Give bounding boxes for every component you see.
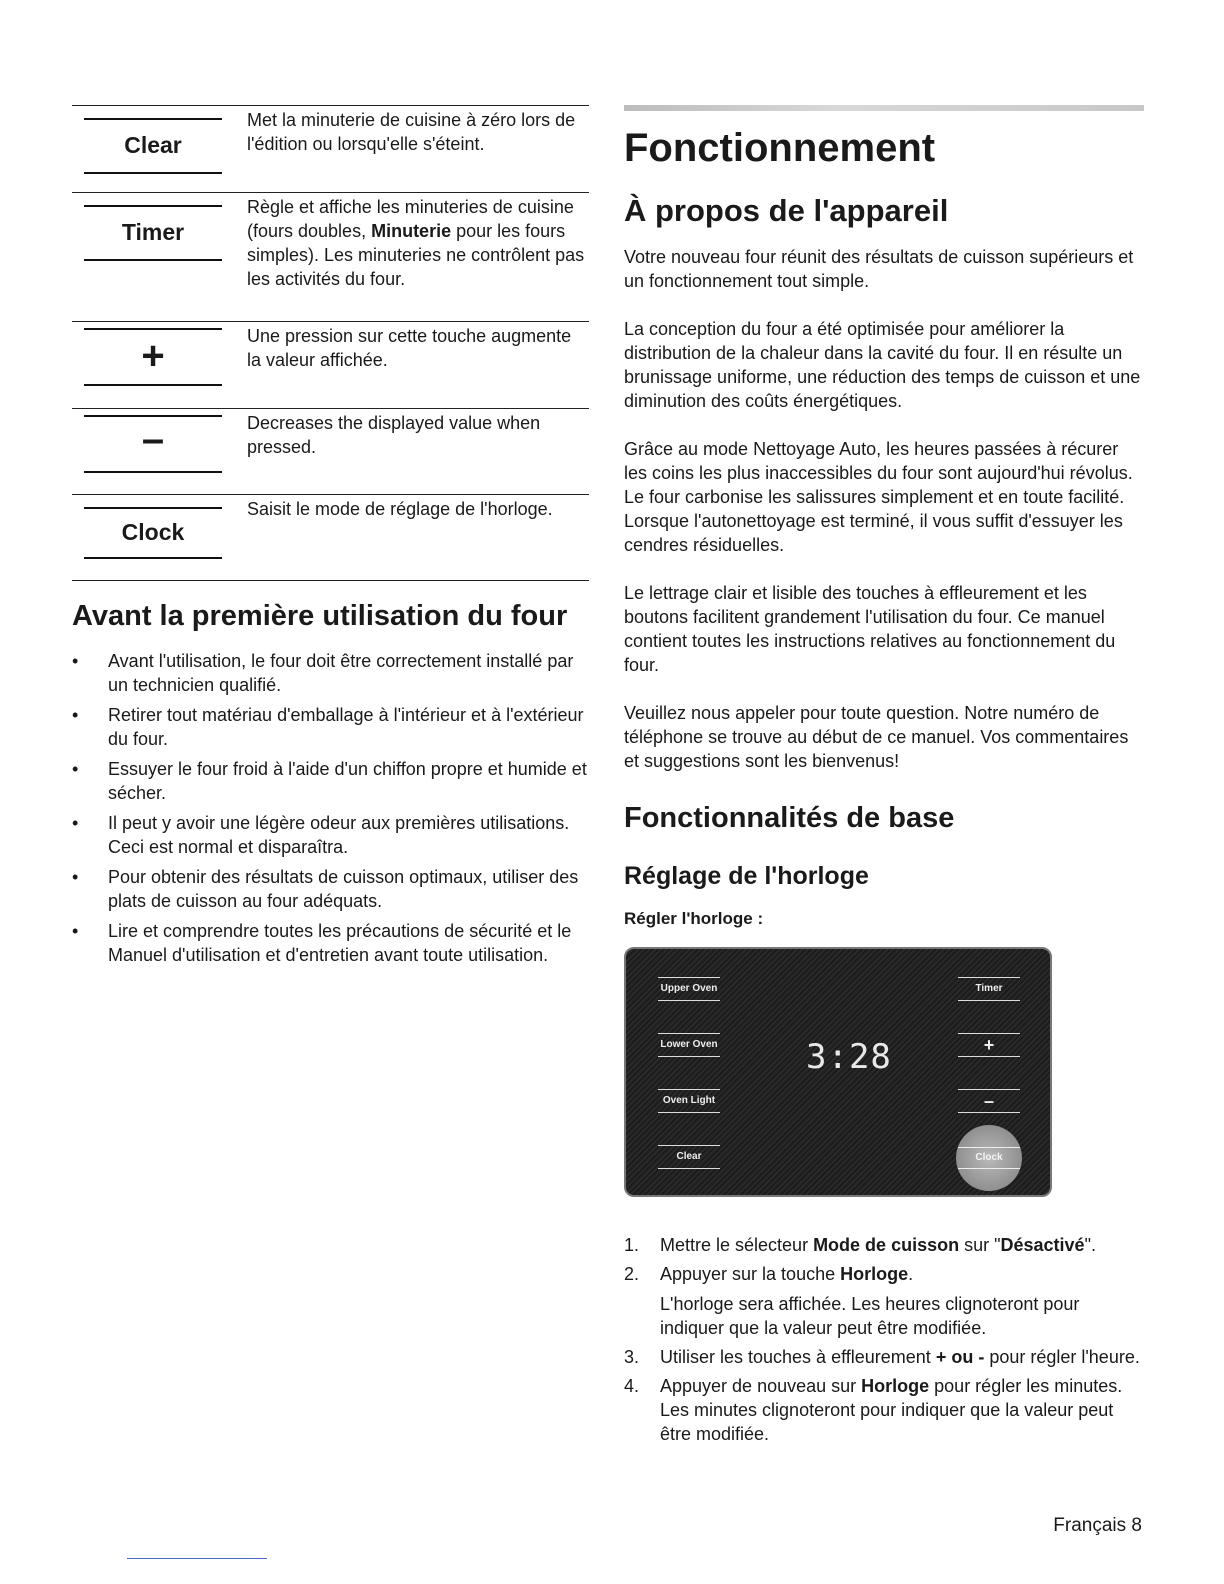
key-plus — [84, 322, 222, 408]
list-item: • Essuyer le four froid à l'aide d'un chiffon propre et humide et sécher. — [72, 759, 587, 803]
left-column — [72, 105, 589, 973]
step-note: L'horloge sera affichée. Les heures clignoteront pour indiquer que la valeur peut être modifiée. — [660, 1294, 1080, 1338]
control-panel-image — [624, 947, 1052, 1197]
key-clear — [84, 106, 222, 192]
divider — [127, 1558, 267, 1559]
panel-minus-button: – — [958, 1089, 1020, 1113]
key-row-clear — [72, 105, 589, 192]
key-plus-description: Une pression sur cette touche augmente la valeur affichée. — [247, 326, 572, 370]
panel-clock-display: 3:28 — [806, 1037, 892, 1077]
key-clock — [84, 495, 222, 580]
list-item: • Il peut y avoir une légère odeur aux premières utilisations. Ceci est normal et disparaîtra. — [72, 813, 570, 857]
key-row-timer — [72, 192, 589, 321]
title-rule — [624, 105, 1144, 111]
key-clear-description: Met la minuterie de cuisine à zéro lors de l'édition ou lorsqu'elle s'éteint. — [247, 110, 576, 154]
key-minus-description: Decreases the displayed value when pressed. — [247, 413, 541, 457]
list-item: 1. Mettre le sélecteur Mode de cuisson sur "Désactivé". — [624, 1235, 1096, 1255]
key-row-minus — [72, 408, 589, 494]
page-footer: Français 8 — [1053, 1515, 1142, 1536]
page-title: Fonctionnement — [624, 126, 936, 170]
panel-timer-button: Timer — [958, 977, 1020, 1001]
before-use-list — [72, 649, 589, 967]
list-item: 4. Appuyer de nouveau sur Horloge pour régler les minutes. Les minutes clignoteront pour indiquer que la valeur peut être modifiée. — [624, 1376, 1123, 1444]
section-heading-basic-features: Fonctionnalités de base — [624, 802, 955, 834]
paragraph: Grâce au mode Nettoyage Auto, les heures passées à récurer les coins les plus inaccessibles du four sont aujourd'hui révolus. Le four carbonise les salissures simplement et en toute facilité. Lorsque l'autonettoyage est terminé, il vous suffit d'essuyer les cendres résiduelles. — [624, 439, 1133, 555]
key-row-clock — [72, 494, 589, 580]
key-timer — [84, 193, 222, 321]
section-heading-before-first-use: Avant la première utilisation du four — [72, 600, 568, 632]
panel-clear-button: Clear — [658, 1145, 720, 1169]
panel-lower-oven-button: Lower Oven — [658, 1033, 720, 1057]
paragraph: Votre nouveau four réunit des résultats de cuisson supérieurs et un fonctionnement tout simple. — [624, 247, 1134, 291]
list-item: • Pour obtenir des résultats de cuisson optimaux, utiliser des plats de cuisson au four adéquats. — [72, 867, 579, 911]
paragraph: Veuillez nous appeler pour toute question. Notre numéro de téléphone se trouve au début de ce manuel. Vos commentaires et suggestions sont les bienvenus! — [624, 703, 1129, 771]
key-minus-label: – — [141, 417, 165, 461]
list-item: • Avant l'utilisation, le four doit être correctement installé par un technicien qualifié. — [72, 651, 574, 695]
key-minus — [84, 409, 222, 494]
key-timer-description: Règle et affiche les minuteries de cuisine (fours doubles, Minuterie pour les fours simples). Les minuteries ne contrôlent pas les activités du four. — [247, 197, 585, 289]
panel-upper-oven-button: Upper Oven — [658, 977, 720, 1001]
key-clear-label: Clear — [124, 132, 182, 158]
paragraph: La conception du four a été optimisée pour améliorer la distribution de la chaleur dans la cavité du four. Il en résulte un brunissage uniforme, une réduction des temps de cuisson et une diminution des coûts énergétiques. — [624, 319, 1141, 411]
procedure-heading: Régler l'horloge : — [624, 909, 764, 928]
paragraph: Le lettrage clair et lisible des touches à effleurement et les boutons facilitent grandement l'utilisation du four. Ce manuel contient toutes les instructions relatives au fonctionnement du four. — [624, 583, 1116, 675]
clock-steps-list — [624, 1233, 1144, 1446]
key-plus-label: + — [141, 334, 165, 378]
key-row-plus — [72, 321, 589, 408]
subtitle-about: À propos de l'appareil — [624, 193, 949, 228]
list-item: • Lire et comprendre toutes les précautions de sécurité et le Manuel d'utilisation et d'entretien avant toute utilisation. — [72, 921, 572, 965]
key-timer-label: Timer — [121, 219, 185, 245]
list-item: 2. Appuyer sur la touche Horloge. L'horloge sera affichée. Les heures clignoteront pour indiquer que la valeur peut être modifiée. — [624, 1262, 1144, 1340]
list-item: • Retirer tout matériau d'emballage à l'intérieur et à l'extérieur du four. — [72, 705, 584, 749]
panel-oven-light-button: Oven Light — [658, 1089, 720, 1113]
list-item: 3. Utiliser les touches à effleurement + ou - pour régler l'heure. — [624, 1347, 1140, 1367]
panel-plus-button: + — [958, 1033, 1020, 1057]
panel-clock-button: Clock — [956, 1125, 1022, 1191]
key-clock-label: Clock — [121, 519, 185, 545]
right-column — [624, 105, 1144, 1451]
key-clock-description: Saisit le mode de réglage de l'horloge. — [247, 499, 553, 519]
subsection-heading-clock: Réglage de l'horloge — [624, 862, 869, 890]
